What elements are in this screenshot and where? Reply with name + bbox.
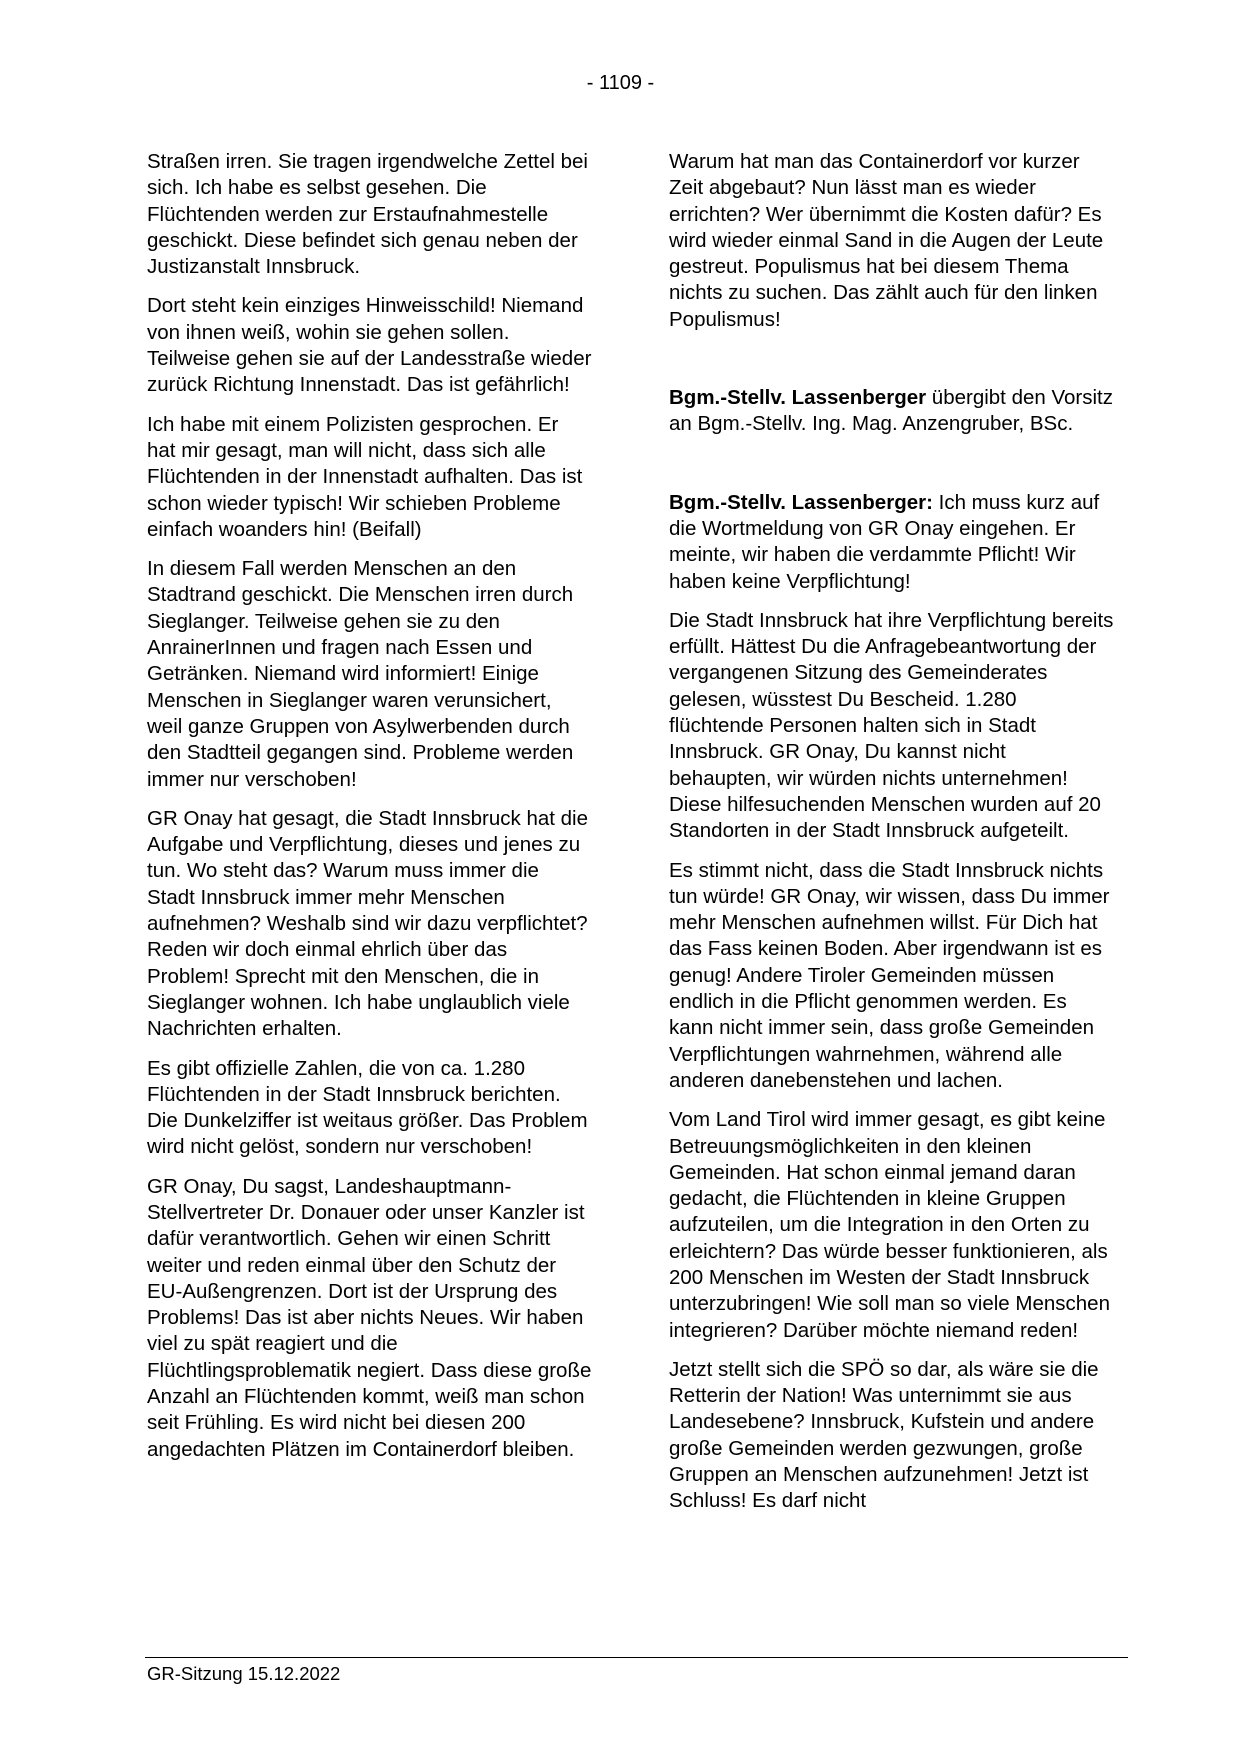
- paragraph: GR Onay hat gesagt, die Stadt Innsbruck hat die Aufgabe und Verpflichtung, dieses und jenes zu tun. Wo steht das? Warum muss immer die Stadt Innsbruck immer mehr Menschen aufnehmen? Weshalb sind wir dazu verpflichtet? Reden wir doch einmal ehrlich über das Problem! Sprecht mit den Menschen, die in Sieglanger wohnen. Ich habe unglaublich viele Nachrichten erhalten.: [147, 806, 589, 1041]
- paragraph: Ich habe mit einem Polizisten gesprochen. Er hat mir gesagt, man will nicht, dass sich alle Flüchtenden in der Innenstadt aufhalten. Das ist schon wieder typisch! Wir schieben Probleme einfach woanders hin! (Beifall): [147, 412, 583, 541]
- paragraph: Es stimmt nicht, dass die Stadt Innsbruck nichts tun würde! GR Onay, wir wissen, dass Du immer mehr Menschen aufnehmen willst. Für Dich hat das Fass keinen Boden. Aber irgendwann ist es genug! Andere Tiroler Gemeinden müssen endlich in die Pflicht genommen werden. Es kann nicht immer sein, dass große Gemeinden Verpflichtungen wahrnehmen, während alle anderen danebenstehen und lachen.: [669, 858, 1110, 1092]
- paragraph: Warum hat man das Containerdorf vor kurzer Zeit abgebaut? Nun lässt man es wieder errichten? Wer übernimmt die Kosten dafür? Es wird wieder einmal Sand in die Augen der Leute gestreut. Populismus hat bei diesem Thema nichts zu suchen. Das zählt auch für den linken Populismus!: [669, 150, 1104, 331]
- paragraph: In diesem Fall werden Menschen an den Stadtrand geschickt. Die Menschen irren durch Sieglanger. Teilweise gehen sie zu den AnrainerInnen und fragen nach Essen und Getränken. Niemand wird informiert! Einige Menschen in Sieglanger waren verunsichert, weil ganze Gruppen von Asylwerbenden durch den Stadtteil gegangen sind. Probleme werden immer nur verschoben!: [147, 557, 574, 791]
- paragraph: Es gibt offizielle Zahlen, die von ca. 1.280 Flüchtenden in der Stadt Innsbruck berichten. Die Dunkelziffer ist weitaus größer. Das Problem wird nicht gelöst, sondern nur verschoben!: [147, 1056, 588, 1159]
- footer-divider: [145, 1657, 1128, 1658]
- paragraph: Straßen irren. Sie tragen irgendwelche Zettel bei sich. Ich habe es selbst gesehen. Die Flüchtenden werden zur Erstaufnahmestelle geschickt. Diese befindet sich genau neben der Justizanstalt Innsbruck.: [147, 150, 588, 279]
- speaker-name: Bgm.-Stellv. Lassenberger: [669, 386, 927, 410]
- paragraph: Die Stadt Innsbruck hat ihre Verpflichtung bereits erfüllt. Hättest Du die Anfragebeantwortung der vergangenen Sitzung des Gemeinderates gelesen, wüsstest Du Bescheid. 1.280 flüchtende Personen halten sich in Stadt Innsbruck. GR Onay, Du kannst nicht behaupten, wir würden nichts unternehmen! Diese hilfesuchenden Menschen wurden auf 20 Standorten in der Stadt Innsbruck aufgeteilt.: [669, 608, 1114, 843]
- speaker-name: Bgm.-Stellv. Lassenberger:: [669, 490, 933, 514]
- paragraph: Vom Land Tirol wird immer gesagt, es gibt keine Betreuungsmöglichkeiten in den kleinen Gemeinden. Hat schon einmal jemand daran gedacht, die Flüchtenden in kleine Gruppen aufzuteilen, um die Integration in den Orten zu erleichtern? Das würde besser funktionieren, als 200 Menschen im Westen der Stadt Innsbruck unterzubringen! Wie soll man so viele Menschen integrieren? Darüber möchte niemand reden!: [669, 1108, 1110, 1342]
- page-number: - 1109 -: [586, 72, 655, 94]
- footer-session-date: GR-Sitzung 15.12.2022: [147, 1663, 341, 1684]
- left-column: [147, 149, 592, 1476]
- statement-text: Ich muss kurz auf die Wortmeldung von GR Onay eingehen. Er meinte, wir haben die verdammte Pflicht! Wir haben keine Verpflichtung!: [669, 490, 1100, 593]
- chair-handover-paragraph: [669, 385, 1114, 438]
- paragraph: GR Onay, Du sagst, Landeshauptmann-Stellvertreter Dr. Donauer oder unser Kanzler ist dafür verantwortlich. Gehen wir einen Schritt weiter und reden einmal über den Schutz der EU-Außengrenzen. Dort ist der Ursprung des Problems! Das ist aber nichts Neues. Wir haben viel zu spät reagiert und die Flüchtlingsproblematik negiert. Dass diese große Anzahl an Flüchtenden kommt, weiß man schon seit Frühling. Es wird nicht bei diesen 200 angedachten Plätzen im Containerdorf bleiben.: [147, 1174, 592, 1461]
- right-column: [669, 149, 1114, 1528]
- paragraph: Jetzt stellt sich die SPÖ so dar, als wäre sie die Retterin der Nation! Was unternimmt sie aus Landesebene? Innsbruck, Kufstein und andere große Gemeinden werden gezwungen, große Gruppen an Menschen aufzunehmen! Jetzt ist Schluss! Es darf nicht: [669, 1357, 1099, 1513]
- paragraph: Dort steht kein einziges Hinweisschild! Niemand von ihnen weiß, wohin sie gehen sollen. Teilweise gehen sie auf der Landesstraße wieder zurück Richtung Innenstadt. Das ist gefährlich!: [147, 294, 592, 397]
- handover-text: übergibt den Vorsitz an Bgm.-Stellv. Ing. Mag. Anzengruber, BSc.: [669, 386, 1113, 436]
- speaker-statement-paragraph: [669, 490, 1114, 595]
